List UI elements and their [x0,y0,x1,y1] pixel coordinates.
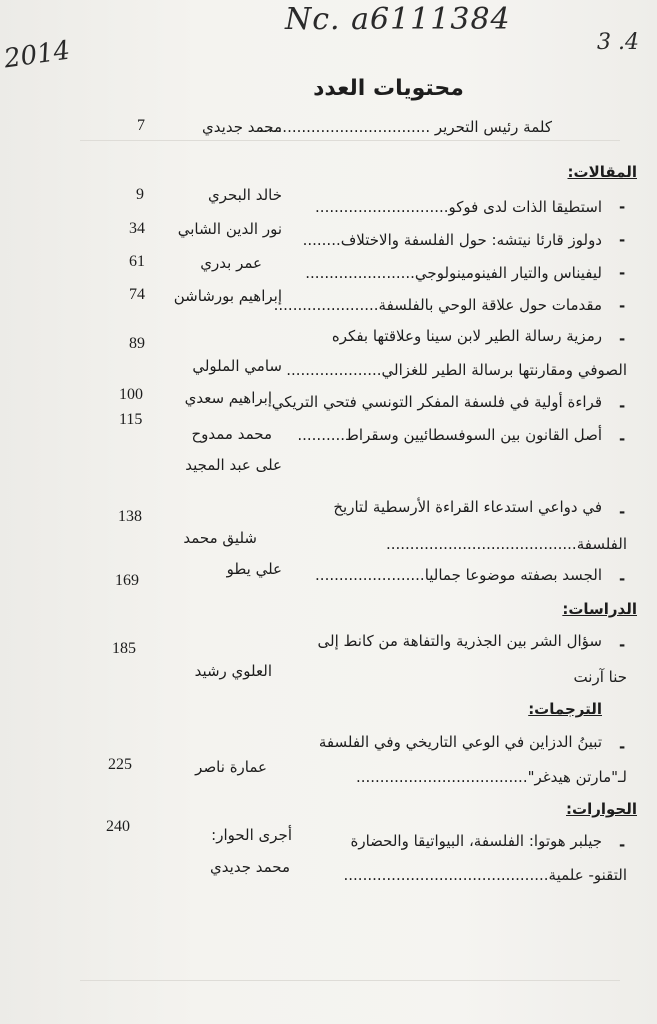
toc-author: محمد ممدوح [191,425,272,443]
toc-page-number: 61 [129,253,145,270]
section-heading-studies: الدراسات: [562,600,637,618]
toc-page-number: 115 [119,411,143,428]
toc-author: عمر بدري [200,254,262,272]
toc-entry: قراءة أولية في فلسفة المفكر التونسي فتحي التريكي [271,393,602,411]
section-heading-translations: الترجمات: [528,700,602,718]
toc-author: سامي الملولي [192,357,282,375]
toc-author: محمد جديدي [202,118,282,136]
toc-author: عمارة ناصر [195,758,267,776]
toc-entry: أصل القانون بين السوفسطائيين وسقراط.......... [297,426,602,444]
bullet-dash: - [619,231,626,249]
toc-entry: ليفيناس والتيار الفينومينولوجي....................... [305,264,602,282]
bullet-dash: - [619,636,626,654]
toc-entry-editor: كلمة رئيس التحرير .................................... [258,118,552,136]
toc-entry-continuation: الفلسفة........................................ [385,535,627,553]
show-through-line [80,140,620,141]
toc-author: خالد البحري [207,186,282,204]
toc-author: نور الدين الشابي [177,220,282,238]
bullet-dash: - [619,738,626,756]
bullet-dash: - [619,330,626,348]
toc-interviewer-label: أجرى الحوار: [211,826,292,844]
toc-page-number: 100 [119,386,143,403]
handwritten-note: 3 .4 [597,30,639,55]
toc-author: محمد جديدي [210,858,290,876]
bullet-dash: - [619,430,626,448]
page-title: محتويات العدد [313,76,464,101]
toc-page-number: 225 [108,756,132,773]
toc-page-number: 7 [137,117,145,134]
toc-entry: مقدمات حول علاقة الوحي بالفلسفة...................... [273,296,602,314]
toc-entry-continuation: التقنو- علمية........................................... [343,866,627,884]
section-heading-interviews: الحوارات: [566,800,637,818]
toc-entry: الجسد بصفته موضوعا جماليا....................... [315,566,602,584]
toc-entry: تبينُ الدزاين في الوعي التاريخي وفي الفلسفة [318,733,602,751]
bullet-dash: - [619,297,626,315]
toc-entry-continuation: حنا آرنت [573,668,627,686]
show-through-line [80,980,620,981]
toc-entry: جيلبر هوتوا: الفلسفة، البيواتيقا والحضارة [350,832,602,850]
bullet-dash: - [619,198,626,216]
handwritten-call-number: Nc. a6111384 [285,2,511,37]
toc-entry: سؤال الشر بين الجذرية والتفاهة من كانط إلى [317,632,602,650]
toc-page-number: 138 [118,508,142,525]
toc-entry: في دواعي استدعاء القراءة الأرسطية لتاريخ [333,498,602,516]
toc-author: إبراهيم بورشاشن [173,287,282,305]
section-heading-articles: المقالات: [567,163,637,181]
handwritten-year: 2014 [2,35,72,75]
toc-author: العلوي رشيد [194,662,272,680]
bullet-dash: - [619,264,626,282]
toc-page-number: 240 [106,818,130,835]
toc-author: علي يطو [226,560,282,578]
toc-entry: دولوز قارئا نيتشه: حول الفلسفة والاختلاف........ [302,231,602,249]
toc-author: إبراهيم سعدي [184,389,272,407]
toc-page-number: 185 [112,640,136,657]
toc-page-number: 74 [129,286,145,303]
toc-entry-continuation: الصوفي ومقارنتها برسالة الطير للغزالي.................... [286,361,627,379]
toc-entry: استطيقا الذات لدى فوكو............................ [315,198,602,216]
toc-page-number: 169 [115,572,139,589]
bullet-dash: - [619,836,626,854]
toc-author: شليق محمد [183,529,257,547]
toc-page-number: 34 [129,220,145,237]
bullet-dash: - [619,397,626,415]
toc-page-number: 89 [129,335,145,352]
toc-page-number: 9 [136,186,144,203]
bullet-dash: - [619,503,626,521]
bullet-dash: - [619,570,626,588]
toc-entry-continuation: لـ"مارتن هيدغر".................................... [355,768,627,786]
toc-entry: رمزية رسالة الطير لابن سينا وعلاقتها بفكره [331,327,602,345]
toc-author-second: على عبد المجيد [185,456,282,474]
